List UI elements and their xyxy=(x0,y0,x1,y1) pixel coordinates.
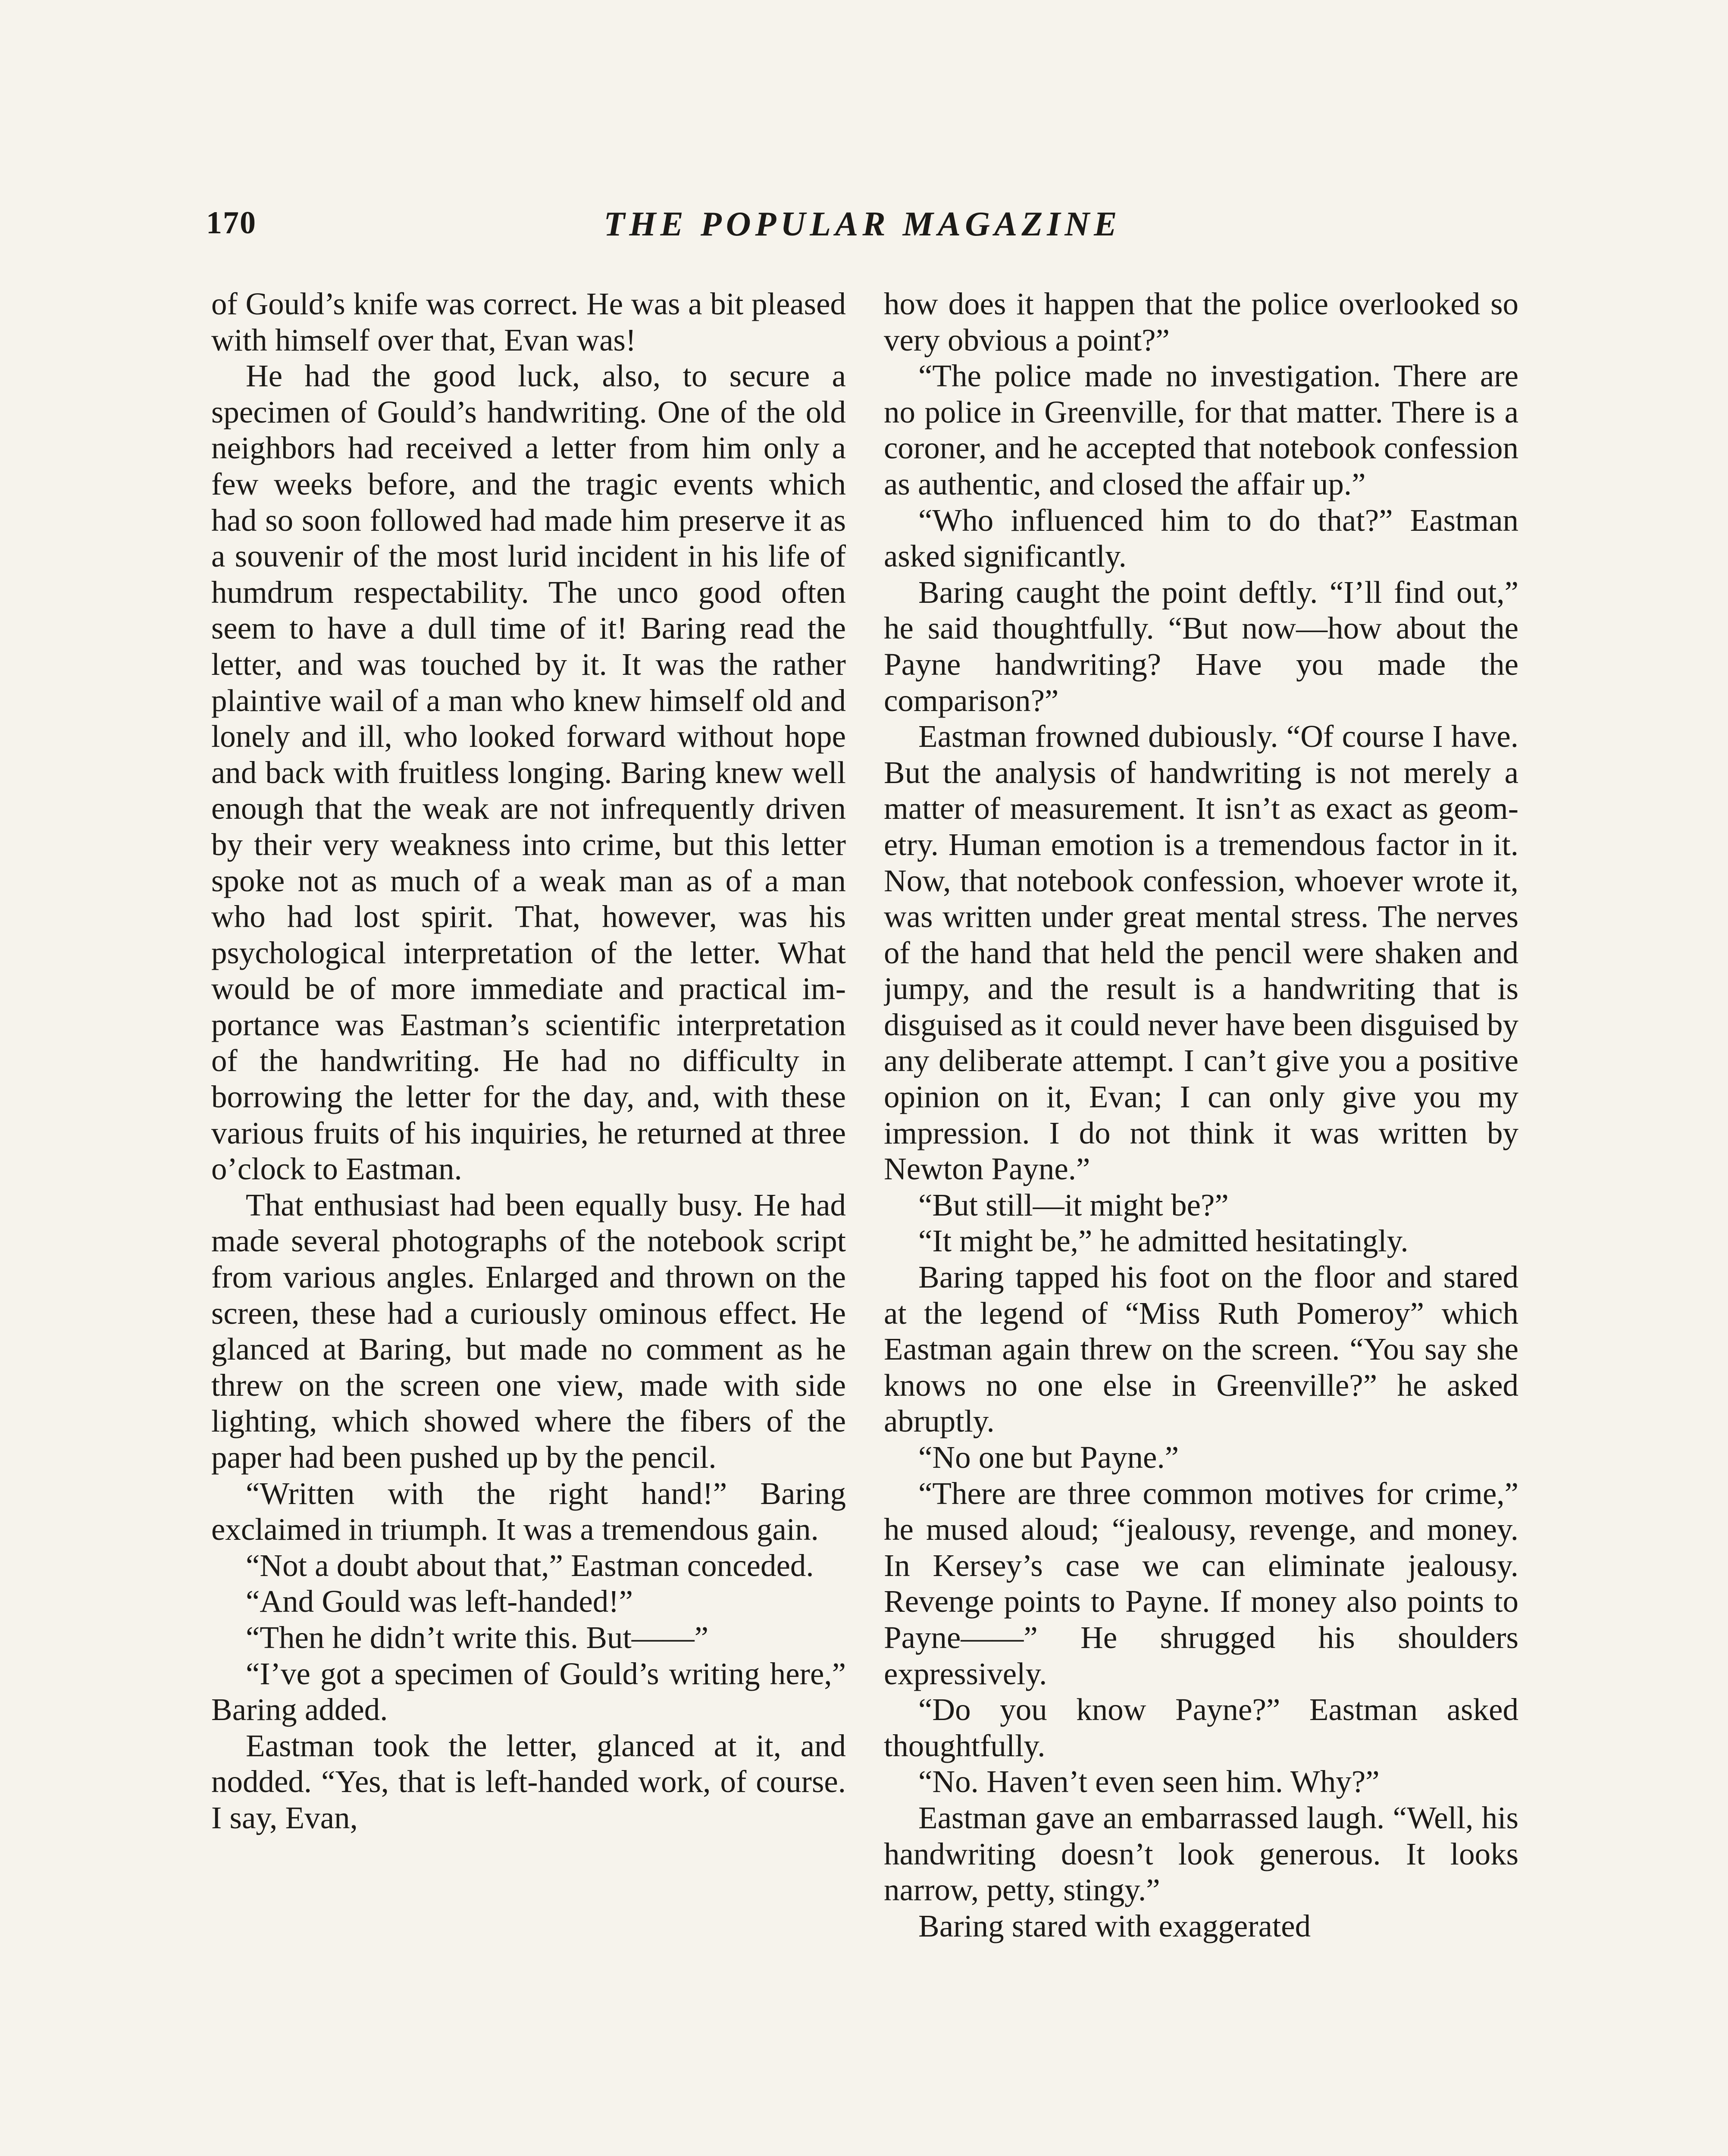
left-column xyxy=(211,286,846,2156)
right-column xyxy=(884,286,1518,2156)
paragraph: “There are three common motives for crime,” he mused aloud; “jealousy, revenge, and money. In Kersey’s case we can eliminate jealousy. Revenge points to Payne. If money also points to Payne——” He shrugged his shoulders expressively. xyxy=(884,1476,1518,1691)
paragraph: “No one but Payne.” xyxy=(918,1440,1179,1475)
paragraph: “No. Haven’t even seen him. Why?” xyxy=(918,1764,1380,1799)
paragraph: “The police made no investigation. There are no police in Greenville, for that matter. There is a coroner, and he accepted that notebook confession as authentic, and closed the affair up.” xyxy=(884,358,1518,501)
paragraph: “But still—it might be?” xyxy=(918,1187,1229,1222)
running-title: THE POPULAR MAGAZINE xyxy=(604,205,1121,243)
paragraph: “And Gould was left-handed!” xyxy=(246,1584,633,1619)
paragraph: “Then he didn’t write this. But——” xyxy=(246,1620,709,1655)
paragraph: “It might be,” he admitted hesitatingly. xyxy=(918,1223,1409,1259)
paragraph: “Not a doubt about that,” Eastman conceded. xyxy=(246,1548,814,1583)
paragraph: “Who influenced him to do that?” Eastman asked significantly. xyxy=(884,502,1518,574)
page-number: 170 xyxy=(206,205,257,241)
paragraph: He had the good luck, also, to secure a specimen of Gould’s handwriting. One of the old neighbors had received a letter from him only a few weeks before, and the tragic events which had so soon followed had made him preserve it as a souvenir of the most lurid incident in his life of humdrum respectability. The unco good often seem to have a dull time of it! Baring read the letter, and was touched by it. It was the rather plaintive wail of a man who knew himself old and lonely and ill, who looked forward without hope and back with fruitless longing. Baring knew well enough that the weak are not infrequently driven by their very weakness into crime, but this letter spoke not as much of a weak man as of a man who had lost spirit. That, however, was his psychological interpretation of the letter. What would be of more immediate and practical importance was Eastman’s scientific interpretation of the handwriting. He had no difficulty in borrowing the letter for the day, and, with these various fruits of his inquiries, he returned at three o’clock to Eastman. xyxy=(211,358,846,1187)
paragraph: Eastman took the letter, glanced at it, and nodded. “Yes, that is left-handed work, of course. I say, Evan, xyxy=(211,1728,846,1835)
paragraph: “Do you know Payne?” Eastman asked thoughtfully. xyxy=(884,1692,1518,1763)
paragraph: Baring stared with exaggerated xyxy=(918,1908,1311,1943)
paragraph: Baring caught the point deftly. “I’ll find out,” he said thoughtfully. “But now—how about the Payne handwriting? Have you made the comparison?” xyxy=(884,574,1518,718)
paragraph: “I’ve got a specimen of Gould’s writing here,” Baring added. xyxy=(211,1656,846,1727)
paragraph: “Written with the right hand!” Baring exclaimed in triumph. It was a tremendous gain. xyxy=(211,1476,846,1547)
paragraph: That enthusiast had been equally busy. He had made several photographs of the notebook script from various angles. Enlarged and thrown on the screen, these had a curiously ominous effect. He glanced at Baring, but made no comment as he threw on the screen one view, made with side lighting, which showed where the fibers of the paper had been pushed up by the pencil. xyxy=(211,1187,846,1475)
paragraph: Eastman gave an embarrassed laugh. “Well, his handwriting doesn’t look generous. It looks narrow, petty, stingy.” xyxy=(884,1800,1518,1908)
paragraph: Eastman frowned dubiously. “Of course I have. But the analysis of handwriting is not merely a matter of measurement. It isn’t as exact as geometry. Human emotion is a tremendous factor in it. Now, that notebook confession, whoever wrote it, was written under great mental stress. The nerves of the hand that held the pencil were shaken and jumpy, and the result is a handwriting that is disguised as it could never have been disguised by any deliberate attempt. I can’t give you a positive opinion on it, Evan; I can only give you my impression. I do not think it was written by Newton Payne.” xyxy=(884,719,1518,1187)
page-header xyxy=(206,205,1519,261)
paragraph: Baring tapped his foot on the floor and stared at the legend of “Miss Ruth Pomeroy” which Eastman again threw on the screen. “You say she knows no one else in Greenville?” he asked abruptly. xyxy=(884,1260,1518,1439)
paragraph: how does it happen that the police overlooked so very obvious a point?” xyxy=(884,286,1518,357)
paragraph: of Gould’s knife was correct. He was a bit pleased with himself over that, Evan was! xyxy=(211,286,846,357)
